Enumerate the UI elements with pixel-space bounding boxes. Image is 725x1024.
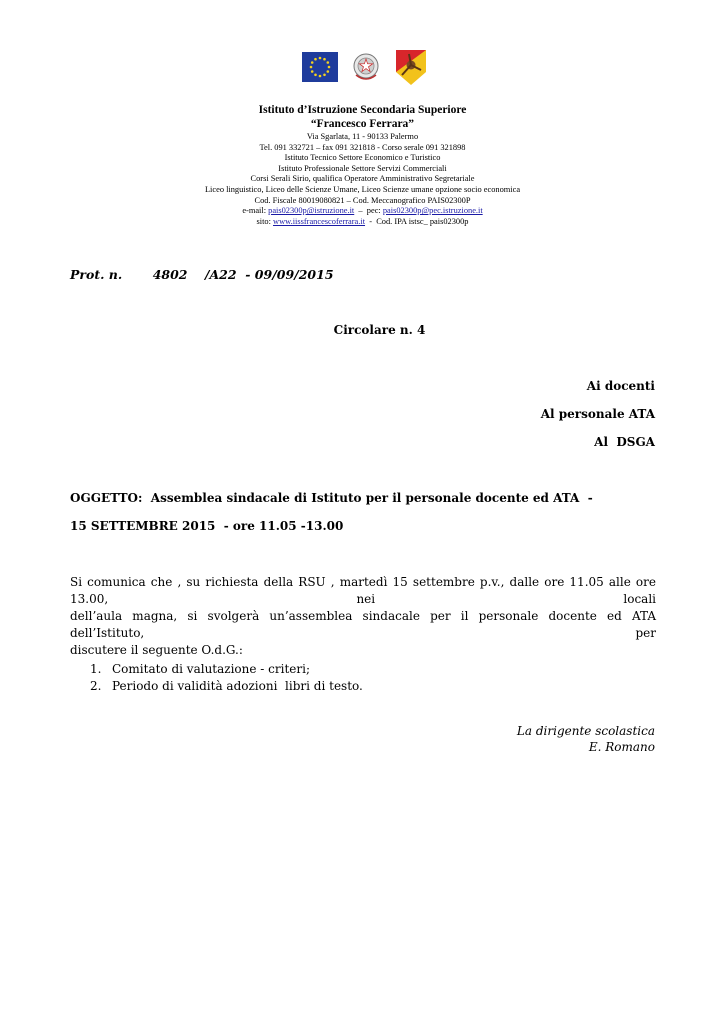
signature-block — [517, 723, 655, 755]
address: Via Sgarlata, 11 - 90133 Palermo — [306, 132, 419, 141]
circular-title: Circolare n. 4 — [333, 323, 426, 337]
list-item-text: Comitato di valutazione - criteri; — [112, 662, 311, 676]
ipa-code: - Cod. IPA istsc_ pais02300p — [365, 216, 469, 226]
school-name: “Francesco Ferrara” — [310, 118, 415, 130]
list-item-text: Periodo di validità adozioni libri di testo. — [112, 679, 363, 693]
email-link[interactable]: pais02300p@istruzione.it — [268, 206, 355, 216]
pec-link[interactable]: pais02300p@pec.istruzione.it — [382, 206, 483, 216]
signature-role: La dirigente scolastica — [516, 724, 655, 738]
site-link[interactable]: www.iissfrancescoferrara.it — [273, 216, 366, 226]
site-line — [100, 217, 625, 228]
line-serali: Corsi Serali Sirio, qualifica Operatore Amministrativo Segretariale — [250, 174, 475, 184]
recipient-ata: Al personale ATA — [540, 407, 655, 421]
codes-line: Cod. Fiscale 80019080821 – Cod. Meccanografico PAIS02300P — [254, 195, 471, 205]
line-professionale: Istituto Professionale Settore Servizi Commerciali — [278, 163, 447, 173]
pec-label: – pec: — [354, 206, 383, 216]
letterhead — [100, 103, 625, 227]
paragraph-line: Si comunica che , su richiesta della RSU , martedì 15 settembre p.v., dalle ore 11.05 alle ore 13.00, nei locali — [70, 575, 656, 606]
line-tecnico: Istituto Tecnico Settore Economico e Turistico — [284, 153, 441, 163]
list-item-number: 1. — [90, 662, 102, 676]
subject-date: 15 SETTEMBRE 2015 - ore 11.05 -13.00 — [70, 519, 344, 533]
email-line — [100, 206, 625, 217]
header-logos — [302, 52, 430, 88]
site-label: sito: — [256, 216, 274, 226]
paragraph-line: dell’aula magna, si svolgerà un’assemblea sindacale per il personale docente ed ATA dell’Istituto, per — [70, 609, 656, 640]
email-label: e-mail: — [242, 206, 269, 216]
recipient-dsga: Al DSGA — [594, 435, 655, 449]
agenda-list — [90, 661, 363, 695]
paragraph-line: discutere il seguente O.d.G.: — [70, 643, 243, 657]
phone-line: Tel. 091 332721 – fax 091 321818 - Corso serale 091 321898 — [259, 142, 466, 152]
line-licei: Liceo linguistico, Liceo delle Scienze Umane, Liceo Scienze umane opzione socio economica — [204, 184, 521, 194]
school-type: Istituto d’Istruzione Secondaria Superiore — [258, 104, 467, 116]
sicily-trinacria-icon — [396, 50, 426, 86]
list-item — [90, 678, 363, 695]
body-paragraph — [70, 574, 656, 659]
italian-republic-emblem-icon — [352, 50, 380, 84]
protocol-number: Prot. n. 4802 /A22 - 09/09/2015 — [70, 267, 334, 282]
recipient-docenti: Ai docenti — [586, 379, 655, 393]
subject-line: OGGETTO: Assemblea sindacale di Istituto per il personale docente ed ATA - — [70, 491, 593, 505]
signature-name: E. Romano — [588, 740, 655, 754]
list-item-number: 2. — [90, 679, 102, 693]
list-item — [90, 661, 363, 678]
eu-flag-icon — [302, 52, 338, 82]
